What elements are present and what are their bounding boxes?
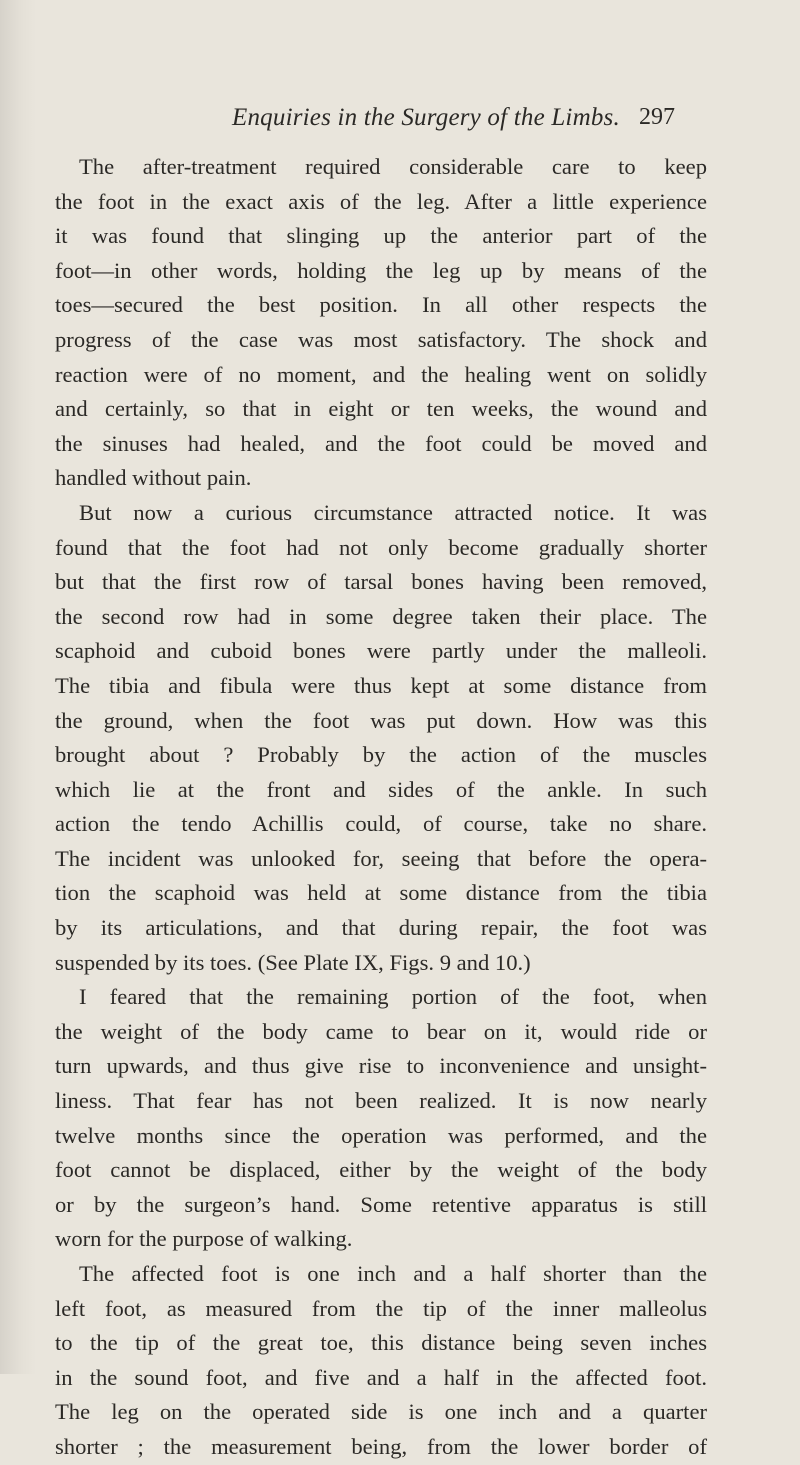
- text-line: twelve months since the operation was performed, and the: [55, 1122, 707, 1148]
- text-line: suspended by its toes. (See Plate IX, Figs. 9 and 10.): [55, 949, 531, 975]
- text-line: the foot in the exact axis of the leg. After a little experience: [55, 188, 707, 214]
- text-line: The leg on the operated side is one inch and a quarter: [55, 1399, 707, 1425]
- text-line: liness. That fear has not been realized. It is now nearly: [55, 1088, 707, 1114]
- text-line: The after-treatment required considerable care to keep: [79, 154, 707, 179]
- text-line: the weight of the body came to bear on it, would ride or: [55, 1018, 707, 1044]
- text-line: in the sound foot, and five and a half in the affected foot.: [55, 1364, 707, 1390]
- text-line: it was found that slinging up the anterior part of the: [55, 223, 707, 249]
- text-line: the second row had in some degree taken their place. The: [55, 603, 707, 629]
- text-line: and certainly, so that in eight or ten weeks, the wound and: [55, 396, 707, 422]
- text-line: or by the surgeon’s hand. Some retentive apparatus is still: [55, 1191, 707, 1217]
- text-line: by its articulations, and that during repair, the foot was: [55, 915, 707, 941]
- text-line: progress of the case was most satisfactory. The shock and: [55, 326, 707, 352]
- running-title: Enquiries in the Surgery of the Limbs.: [232, 104, 620, 131]
- text-line: worn for the purpose of walking.: [55, 1226, 353, 1252]
- page-header: [0, 100, 800, 140]
- text-line: reaction were of no moment, and the healing went on solidly: [55, 361, 707, 387]
- text-line: brought about ? Probably by the action of the muscles: [55, 742, 707, 768]
- text-line: which lie at the front and sides of the ankle. In such: [55, 776, 707, 802]
- body-text: [55, 150, 707, 1465]
- text-line: The incident was unlooked for, seeing that before the opera-: [55, 845, 707, 871]
- text-line: I feared that the remaining portion of the foot, when: [79, 984, 707, 1010]
- page-gutter-shadow: [0, 0, 36, 1374]
- text-line: action the tendo Achillis could, of course, take no share.: [55, 811, 707, 837]
- text-line: to the tip of the great toe, this distance being seven inches: [55, 1330, 707, 1356]
- text-line: The affected foot is one inch and a half shorter than the: [79, 1261, 707, 1286]
- text-line: tion the scaphoid was held at some distance from the tibia: [55, 880, 707, 906]
- text-line: left foot, as measured from the tip of the inner malleolus: [55, 1295, 707, 1321]
- text-line: the sinuses had healed, and the foot could be moved and: [55, 430, 707, 456]
- text-line: found that the foot had not only become gradually shorter: [55, 534, 707, 560]
- text-line: the ground, when the foot was put down. How was this: [55, 707, 707, 733]
- text-line: scaphoid and cuboid bones were partly under the malleoli.: [55, 638, 707, 664]
- page-number: 297: [639, 104, 675, 130]
- text-line: handled without pain.: [55, 465, 252, 491]
- text-line: toes—secured the best position. In all other respects the: [55, 292, 707, 318]
- text-line: but that the first row of tarsal bones having been removed,: [55, 569, 707, 595]
- text-line: But now a curious circumstance attracted notice. It was: [79, 499, 707, 525]
- text-line: shorter ; the measurement being, from the lower border of: [55, 1433, 707, 1459]
- text-line: foot cannot be displaced, either by the weight of the body: [55, 1157, 707, 1183]
- text-line: foot—in other words, holding the leg up by means of the: [55, 257, 707, 283]
- text-line: turn upwards, and thus give rise to inconvenience and unsight-: [55, 1053, 707, 1079]
- text-line: The tibia and fibula were thus kept at some distance from: [55, 672, 707, 698]
